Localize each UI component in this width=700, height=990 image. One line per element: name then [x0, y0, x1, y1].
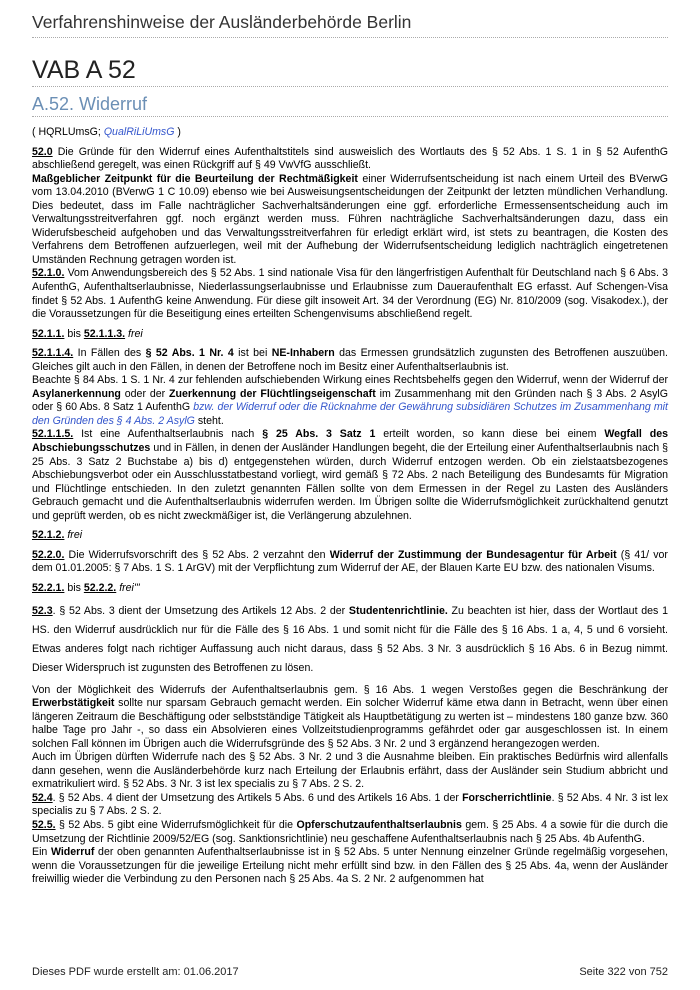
paragraph-52-2-1: 52.2.1. bis 52.2.2. frei'" [32, 581, 140, 594]
paragraph-52-1-1-5: 52.1.1.5. Ist eine Aufenthaltserlaubnis nach § 25 Abs. 3 Satz 1 erteilt worden, so kann diese bei einem Wegfall des Abschiebungsschutzes und in Fällen, in denen der Ausländer Handlungen begeht, die der Erteilung einer Aufenthaltserlaubnis nach § 25 Abs. 3 Satz 2 Buchstabe a) bis d) entgegenstehen würden, durch Widerruf entzogen werden. Ob ein zielstaatsbezogenes Abschiebungsverbot oder ein Ausschlusstatbestand vorliegt, wird gemäß § 72 Abs. 2 nach Beteiligung des Bundesamts für Migration und Flüchtlinge entschieden. In den zuletzt genannten Fällen sollte von dem Ermessen in der Regel zu Lasten des Ausländers Gebrauch gemacht und die Aufenthaltserlaubnis widerrufen werden. Im Übrigen sollte die Widerrufsmöglichkeit zurückhaltend genutzt und geprüft werden, ob es nicht zweckmäßiger ist, die Verlängerung abzulehnen. [32, 428, 668, 522]
paragraph-52-0: 52.0 Die Gründe für den Widerruf eines Aufenthaltstitels sind ausweislich des Wortlauts des § 52 Abs. 1 S. 1 in § 52 AufenthG abschließend geregelt, was einen Rückgriff auf § 49 VwVfG ausschließt. [32, 145, 668, 172]
document-header: Verfahrenshinweise der Ausländerbehörde Berlin [32, 12, 412, 32]
section-number: 52.1.1.4. [32, 347, 74, 360]
reference-link[interactable]: QualRiLiUmsG [103, 126, 175, 138]
section-number: 52.4 [32, 791, 53, 804]
paragraph-uebrigen: Auch im Übrigen dürften Widerrufe nach des § 52 Abs. 3 Nr. 2 und 3 die Ausnahme bleiben. Ein praktisches Bedürfnis wird allenfalls dann gesehen, wenn die Ausländerbehörde kurz nach Erteilung der Erlaubnis erfährt, dass der Ausländer sein Studium abbricht und exmatrikuliert wird. § 52 Abs. 3 Nr. 3 ist lex specialis zu § 7 Abs. 2 S. 2. [32, 751, 668, 791]
paragraph-52-1-1-4: 52.1.1.4. In Fällen des § 52 Abs. 1 Nr. 4 ist bei NE-Inhabern das Ermessen grundsätzlich zugunsten des Betroffenen auszuüben. Gleiches gilt auch in den Fällen, in denen der Betroffene noch im Besitz einer Aufenthaltserlaubnis ist. [32, 347, 669, 373]
section-title: A.52. Widerruf [32, 94, 148, 114]
section-number: 52.0 [32, 145, 53, 158]
inserted-text: bzw. der Widerruf oder die Rücknahme der Gewährung subsidiären Schutzes im Zusammenhang mit den Gründen des § 4 Abs. 2 AsylG [32, 401, 668, 427]
paragraph-52-3: 52.3. § 52 Abs. 3 dient der Umsetzung des Artikels 12 Abs. 2 der Studentenrichtlinie. Zu beachten ist hier, dass der Wortlaut des 1 HS. den Widerruf ausdrücklich nur für die Fälle des § 16 Abs. 1 und somit nicht für die Fälle des § 16 Abs. 1 a, 4, 5 und 6 vorsieht. Etwas anderes folgt nach richtiger Auffassung auch nicht daraus, dass § 52 Abs. 3 Nr. 3 ausdrücklich § 16 Abs. 6 in Bezug nimmt. Dieser Widerspruch ist zugunsten des Betroffenen zu lösen. [32, 604, 668, 674]
section-number: 52.5. [32, 818, 56, 831]
document-body [32, 120, 668, 887]
page-title: VAB A 52 [32, 56, 136, 84]
section-number: 52.3 [32, 604, 53, 617]
paragraph-zeitpunkt: Maßgeblicher Zeitpunkt für die Beurteilung der Rechtmäßigkeit einer Widerrufsentscheidung ist nach einem Urteil des BVerwG vom 13.04.2010 (BVerwG 1 C 10.09) ebenso wie bei Ausweisungsentscheidungen der Zeitpunkt der letzten mündlichen Verhandlung. Dies bedeutet, dass im Falle nachträglicher Sachverhaltsänderungen eine ggf. erforderliche Ermessensentscheidung auch im Verwaltungsstreitverfahren ggf. noch ergänzt werden muss. Führen nachträgliche Sachverhaltsänderungen dazu, dass ein Widerufsbescheid aufgehoben und das Verwaltungsstreitverfahren für erledigt erklärt wird, ist stets zu beantragen, die Kosten des Verfahrens dem Betroffenen aufzuerlegen, weil mit der Aufhebung der Widerrufsentscheidung lediglich nachträglich eingetretenen Umständen Rechnung getragen worden ist. [32, 172, 669, 266]
paragraph-erwerbstaetigkeit: Von der Möglichkeit des Widerrufs der Aufenthaltserlaubnis gem. § 16 Abs. 1 wegen Verstoßes gegen die Beschränkung der Erwerbstätigkeit sollte nur sparsam Gebrauch gemacht werden. Ein solcher Widerruf käme etwa dann in Betracht, wenn über einen längeren Zeitraum die Beschäftigung oder selbstständige Tätigkeit als Hauptbetätigung zu werten ist – mindestens 180 ganze bzw. 360 halbe Tage pro Jahr -, so dass ein Absolvieren eines Vollzeitstudienprogramms gefährdet oder gar ausgeschlossen ist. In einem solchen Fall können im Übrigen auch die Widerrufsgründe des § 52 Abs. 3 Nr. 2 und 3 ergänzend herangezogen werden. [32, 683, 668, 750]
divider [32, 86, 668, 87]
section-number: 52.1.0. [32, 267, 65, 280]
section-number: 52.1.1.5. [32, 428, 74, 441]
section-number: 52.2.0. [32, 548, 65, 561]
divider [32, 116, 668, 117]
paragraph-52-4: 52.4. § 52 Abs. 4 dient der Umsetzung des Artikels 5 Abs. 6 und des Artikels 16 Abs. 1 der Forscherrichtlinie. § 52 Abs. 4 Nr. 3 ist lex specialis zu § 7 Abs. 2 S. 2. [32, 791, 668, 818]
paragraph-52-1-2: 52.1.2. frei [32, 529, 83, 542]
paragraph-52-2-0: 52.2.0. Die Widerrufsvorschrift des § 52 Abs. 2 verzahnt den Widerruf der Zustimmung der Bundesagentur für Arbeit (§ 41/ vor dem 01.01.2005: § 7 Abs. 1 S. 1 ArGV) mit der Verpflichtung zum Widerruf der AE, der Blauen Karte EU bzw. des nationalen Visums. [32, 548, 668, 575]
paragraph-widerruf: Ein Widerruf der oben genannten Aufenthaltserlaubnisse ist in § 52 Abs. 5 unter Nennung einzelner Gründe regelmäßig vorgesehen, wenn die Voraussetzungen für die jeweilige Erteilung nicht mehr erfüllt sind bzw. in den Fällen des § 25 Abs. 4a, wenn der Ausländer freiwillig wieder die Verbindung zu den Personen nach § 25 Abs. 4a S. 2 Nr. 2 aufgenommen hat [32, 846, 668, 886]
paragraph-beachte: Beachte § 84 Abs. 1 S. 1 Nr. 4 zur fehlenden aufschiebenden Wirkung eines Rechtsbehelfs gegen den Widerruf, wenn der Widerruf der Asylanerkennung oder der Zuerkennung der Flüchtlingseigenschaft im Zusammenhang mit den Gründen nach § 3 Abs. 2 AsylG oder § 60 Abs. 8 Satz 1 AufenthG bzw. der Widerruf oder die Rücknahme der Gewährung subsidiären Schutzes im Zusammenhang mit den Gründen des § 4 Abs. 2 AsylG steht. [32, 374, 668, 427]
paragraph-52-1-1: 52.1.1. bis 52.1.1.3. frei [32, 327, 143, 340]
divider [32, 37, 668, 38]
footer-created: Dieses PDF wurde erstellt am: 01.06.2017 [32, 966, 239, 978]
paragraph-52-5: 52.5. § 52 Abs. 5 gibt eine Widerrufsmöglichkeit für die Opferschutzaufenthaltserlaubnis gem. § 25 Abs. 4 a sowie für die durch die Umsetzung der Richtlinie 2009/52/EG (sog. Sanktionsrichtlinie) neu geschaffene Aufenthaltserlaubnis nach § 25 Abs. 4b AufenthG. [32, 818, 668, 845]
footer-page-number: Seite 322 von 752 [579, 966, 668, 978]
references: ( HQRLUmsG; QualRiLiUmsG ) [32, 126, 181, 138]
paragraph-52-1-0: 52.1.0. Vom Anwendungsbereich des § 52 Abs. 1 sind nationale Visa für den längerfristigen Aufenthalt für Deutschland nach § 6 Abs. 3 AufenthG, Aufenthaltserlaubnisse, Niederlassungserlaubnisse und Erlaubnisse zum Daueraufenthalt EG erfasst. Auf Schengen-Visa findet § 52 Abs. 1 AufenthG keine Anwendung. Für diese gilt insoweit Art. 34 der Verordnung (EG) Nr. 810/2009 (sog. Visakodex.), der die Voraussetzungen für die Beseitigung eines erteilten Schengenvisums abschließend regelt. [32, 267, 668, 321]
